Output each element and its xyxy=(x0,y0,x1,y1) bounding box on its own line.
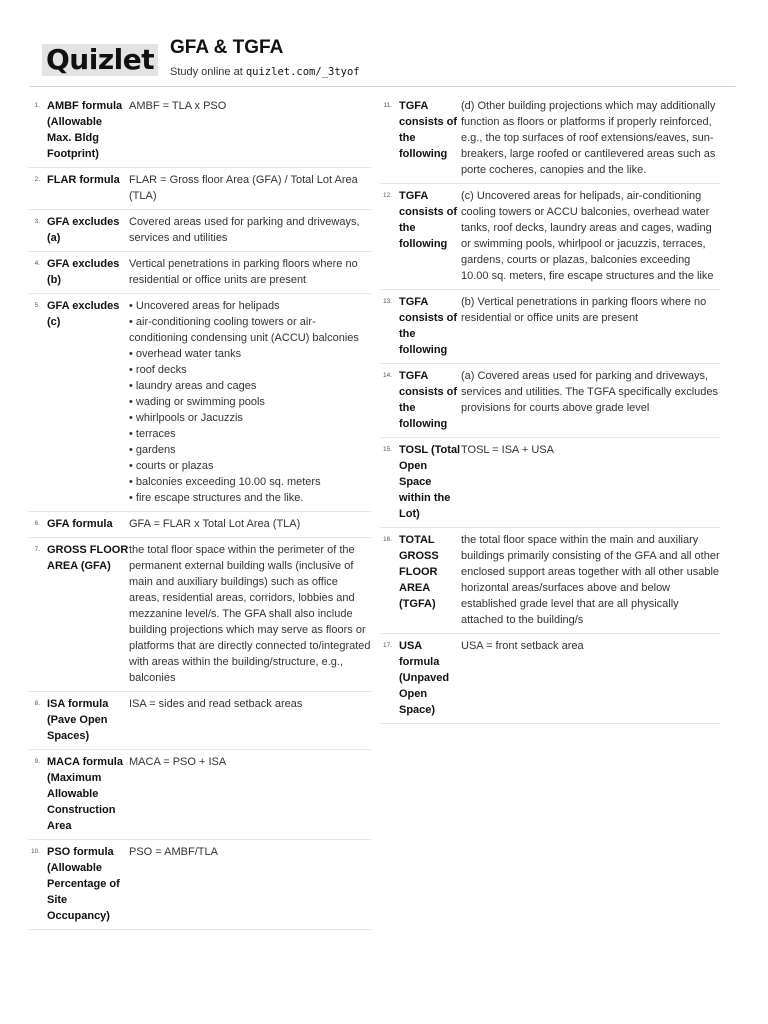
card-number: 11. xyxy=(383,102,392,109)
definition-line: USA = front setback area xyxy=(461,640,584,652)
definition-line: GFA = FLAR x Total Lot Area (TLA) xyxy=(129,518,301,530)
flashcard-row xyxy=(28,750,371,840)
card-number: 1. xyxy=(34,102,40,109)
card-definition xyxy=(129,844,371,924)
flashcard-row xyxy=(28,512,371,538)
card-term: GFA formula xyxy=(47,518,113,530)
card-term: GFA excludes (a) xyxy=(47,216,120,244)
definition-line: FLAR = Gross floor Area (GFA) / Total Lot Area (TLA) xyxy=(129,174,358,202)
document-title: GFA & TGFA xyxy=(170,37,284,58)
card-term: FLAR formula xyxy=(47,174,120,186)
flashcard-row xyxy=(380,290,720,364)
study-online-label: Study online at xyxy=(170,66,246,78)
definition-line: PSO = AMBF/TLA xyxy=(129,846,218,858)
header-divider xyxy=(30,86,735,87)
definition-line: Covered areas used for parking and driveways, services and utilities xyxy=(129,216,360,244)
definition-line: MACA = PSO + ISA xyxy=(129,756,227,768)
flashcard-row xyxy=(28,168,371,210)
definition-line: • terraces xyxy=(129,428,176,440)
card-term: MACA formula (Maximum Allowable Construction Area xyxy=(47,756,123,832)
definition-line: • laundry areas and cages xyxy=(129,380,257,392)
definition-line: • balconies exceeding 10.00 sq. meters xyxy=(129,476,321,488)
card-number: 9. xyxy=(34,758,40,765)
flashcard-row xyxy=(28,252,371,294)
card-term: TOTAL GROSS FLOOR AREA (TGFA) xyxy=(399,534,439,610)
definition-line: • air-conditioning cooling towers or air-conditioning condensing unit (ACCU) balconies xyxy=(129,316,359,344)
card-number: 7. xyxy=(34,546,40,553)
card-number: 15. xyxy=(382,446,392,453)
card-definition xyxy=(129,256,371,288)
card-term: TGFA consists of the following xyxy=(399,370,458,430)
card-term: USA formula (Unpaved Open Space) xyxy=(399,640,450,716)
card-term: TGFA consists of the following xyxy=(399,190,458,250)
definition-line: the total floor space within the main and auxiliary buildings primarily consisting of the GFA and all other enclosed support areas together with all other usable horizontal areas/surfaces above and below established grade level that are all physically attached to the building/s xyxy=(461,534,720,626)
flashcard-row xyxy=(380,364,720,438)
definition-line: • fire escape structures and the like. xyxy=(129,492,304,504)
definition-line: • whirlpools or Jacuzzis xyxy=(129,412,243,424)
flashcard-column-right xyxy=(380,94,720,724)
card-number: 4. xyxy=(34,260,40,267)
definition-line: (a) Covered areas used for parking and driveways, services and utilities. The TGFA specifically excludes provisions for courts above grade level xyxy=(461,370,718,414)
card-number: 16. xyxy=(382,536,392,543)
definition-line: • roof decks xyxy=(129,364,187,376)
flashcard-row xyxy=(28,840,371,930)
card-number: 17. xyxy=(382,642,392,649)
card-number: 12. xyxy=(382,192,392,199)
card-definition xyxy=(129,214,371,246)
card-definition xyxy=(461,442,720,522)
card-term: GROSS FLOOR AREA (GFA) xyxy=(47,544,129,572)
card-number: 2. xyxy=(34,176,40,183)
card-definition xyxy=(129,696,371,744)
definition-line: (c) Uncovered areas for helipads, air-conditioning cooling towers or ACCU balconies, overhead water tanks, roof decks, laundry areas and cages, wading or swimming pools, whirlpool or jacuzzis, terraces, gardens, courts or plazas, balconies exceeding 10.00 sq. meters, fire escape structures and the like xyxy=(461,190,714,282)
flashcard-row xyxy=(28,94,371,168)
flashcard-row xyxy=(380,528,720,634)
card-definition xyxy=(461,188,720,284)
definition-line: • courts or plazas xyxy=(129,460,214,472)
study-url-link[interactable]: quizlet.com/_3tyof xyxy=(245,66,360,78)
card-definition xyxy=(129,98,371,162)
card-term: PSO formula (Allowable Percentage of Site Occupancy) xyxy=(47,846,120,922)
card-definition xyxy=(129,172,371,204)
card-definition xyxy=(461,98,720,178)
definition-line: AMBF = TLA x PSO xyxy=(129,100,227,112)
flashcard-row xyxy=(380,94,720,184)
quizlet-logo: Quizlet xyxy=(42,44,158,76)
definition-line: • overhead water tanks xyxy=(129,348,242,360)
definition-line: ISA = sides and read setback areas xyxy=(129,698,303,710)
card-term: TGFA consists of the following xyxy=(399,296,458,356)
flashcard-column-left xyxy=(28,94,371,930)
card-term: GFA excludes (b) xyxy=(47,258,120,286)
card-definition xyxy=(461,294,720,358)
flashcard-row xyxy=(28,692,371,750)
definition-line: • Uncovered areas for helipads xyxy=(129,300,280,312)
study-online-line xyxy=(170,66,360,78)
flashcard-row xyxy=(380,184,720,290)
definition-line: • gardens xyxy=(129,444,176,456)
card-number: 13. xyxy=(382,298,392,305)
flashcard-row xyxy=(28,294,371,512)
card-number: 14. xyxy=(382,372,392,379)
card-definition xyxy=(461,638,720,718)
definition-line: the total floor space within the perimeter of the permanent external building walls (inclusive of main and auxiliary buildings) such as office areas, residential areas, corridors, lobbies and mezzanine level/s. The GFA shall also include building projections which may serve as floors or platforms that are directly connected to/integrated with areas within the building/structure, e.g., balconies xyxy=(129,544,371,684)
definition-line: TOSL = ISA + USA xyxy=(461,444,554,456)
definition-line: • wading or swimming pools xyxy=(129,396,265,408)
card-definition xyxy=(461,368,720,432)
card-term: TGFA consists of the following xyxy=(399,100,458,160)
card-number: 10. xyxy=(30,848,40,855)
card-definition xyxy=(129,298,371,506)
card-definition xyxy=(129,516,371,532)
flashcard-row xyxy=(28,538,371,692)
card-term: AMBF formula (Allowable Max. Bldg Footprint) xyxy=(47,100,123,160)
document-header xyxy=(0,0,768,88)
card-definition xyxy=(129,542,371,686)
card-term: TOSL (Total Open Space within the Lot) xyxy=(399,444,461,520)
card-term: ISA formula (Pave Open Spaces) xyxy=(47,698,109,742)
definition-line: (b) Vertical penetrations in parking floors where no residential or office units are present xyxy=(461,296,707,324)
card-number: 6. xyxy=(34,520,40,527)
card-term: GFA excludes (c) xyxy=(47,300,120,328)
card-number: 5. xyxy=(34,302,40,309)
definition-line: Vertical penetrations in parking floors where no residential or office units are present xyxy=(129,258,358,286)
flashcard-row xyxy=(380,438,720,528)
flashcard-row xyxy=(28,210,371,252)
card-number: 8. xyxy=(34,700,40,707)
card-definition xyxy=(129,754,371,834)
card-number: 3. xyxy=(34,218,40,225)
definition-line: (d) Other building projections which may additionally function as floors or platforms if properly reinforced, e.g., the top surfaces of roof extensions/eaves, sun-breakers, large roofed or cantilevered areas such as porte cocheres, canopies and the like. xyxy=(461,100,716,176)
flashcard-row xyxy=(380,634,720,724)
card-definition xyxy=(461,532,720,628)
